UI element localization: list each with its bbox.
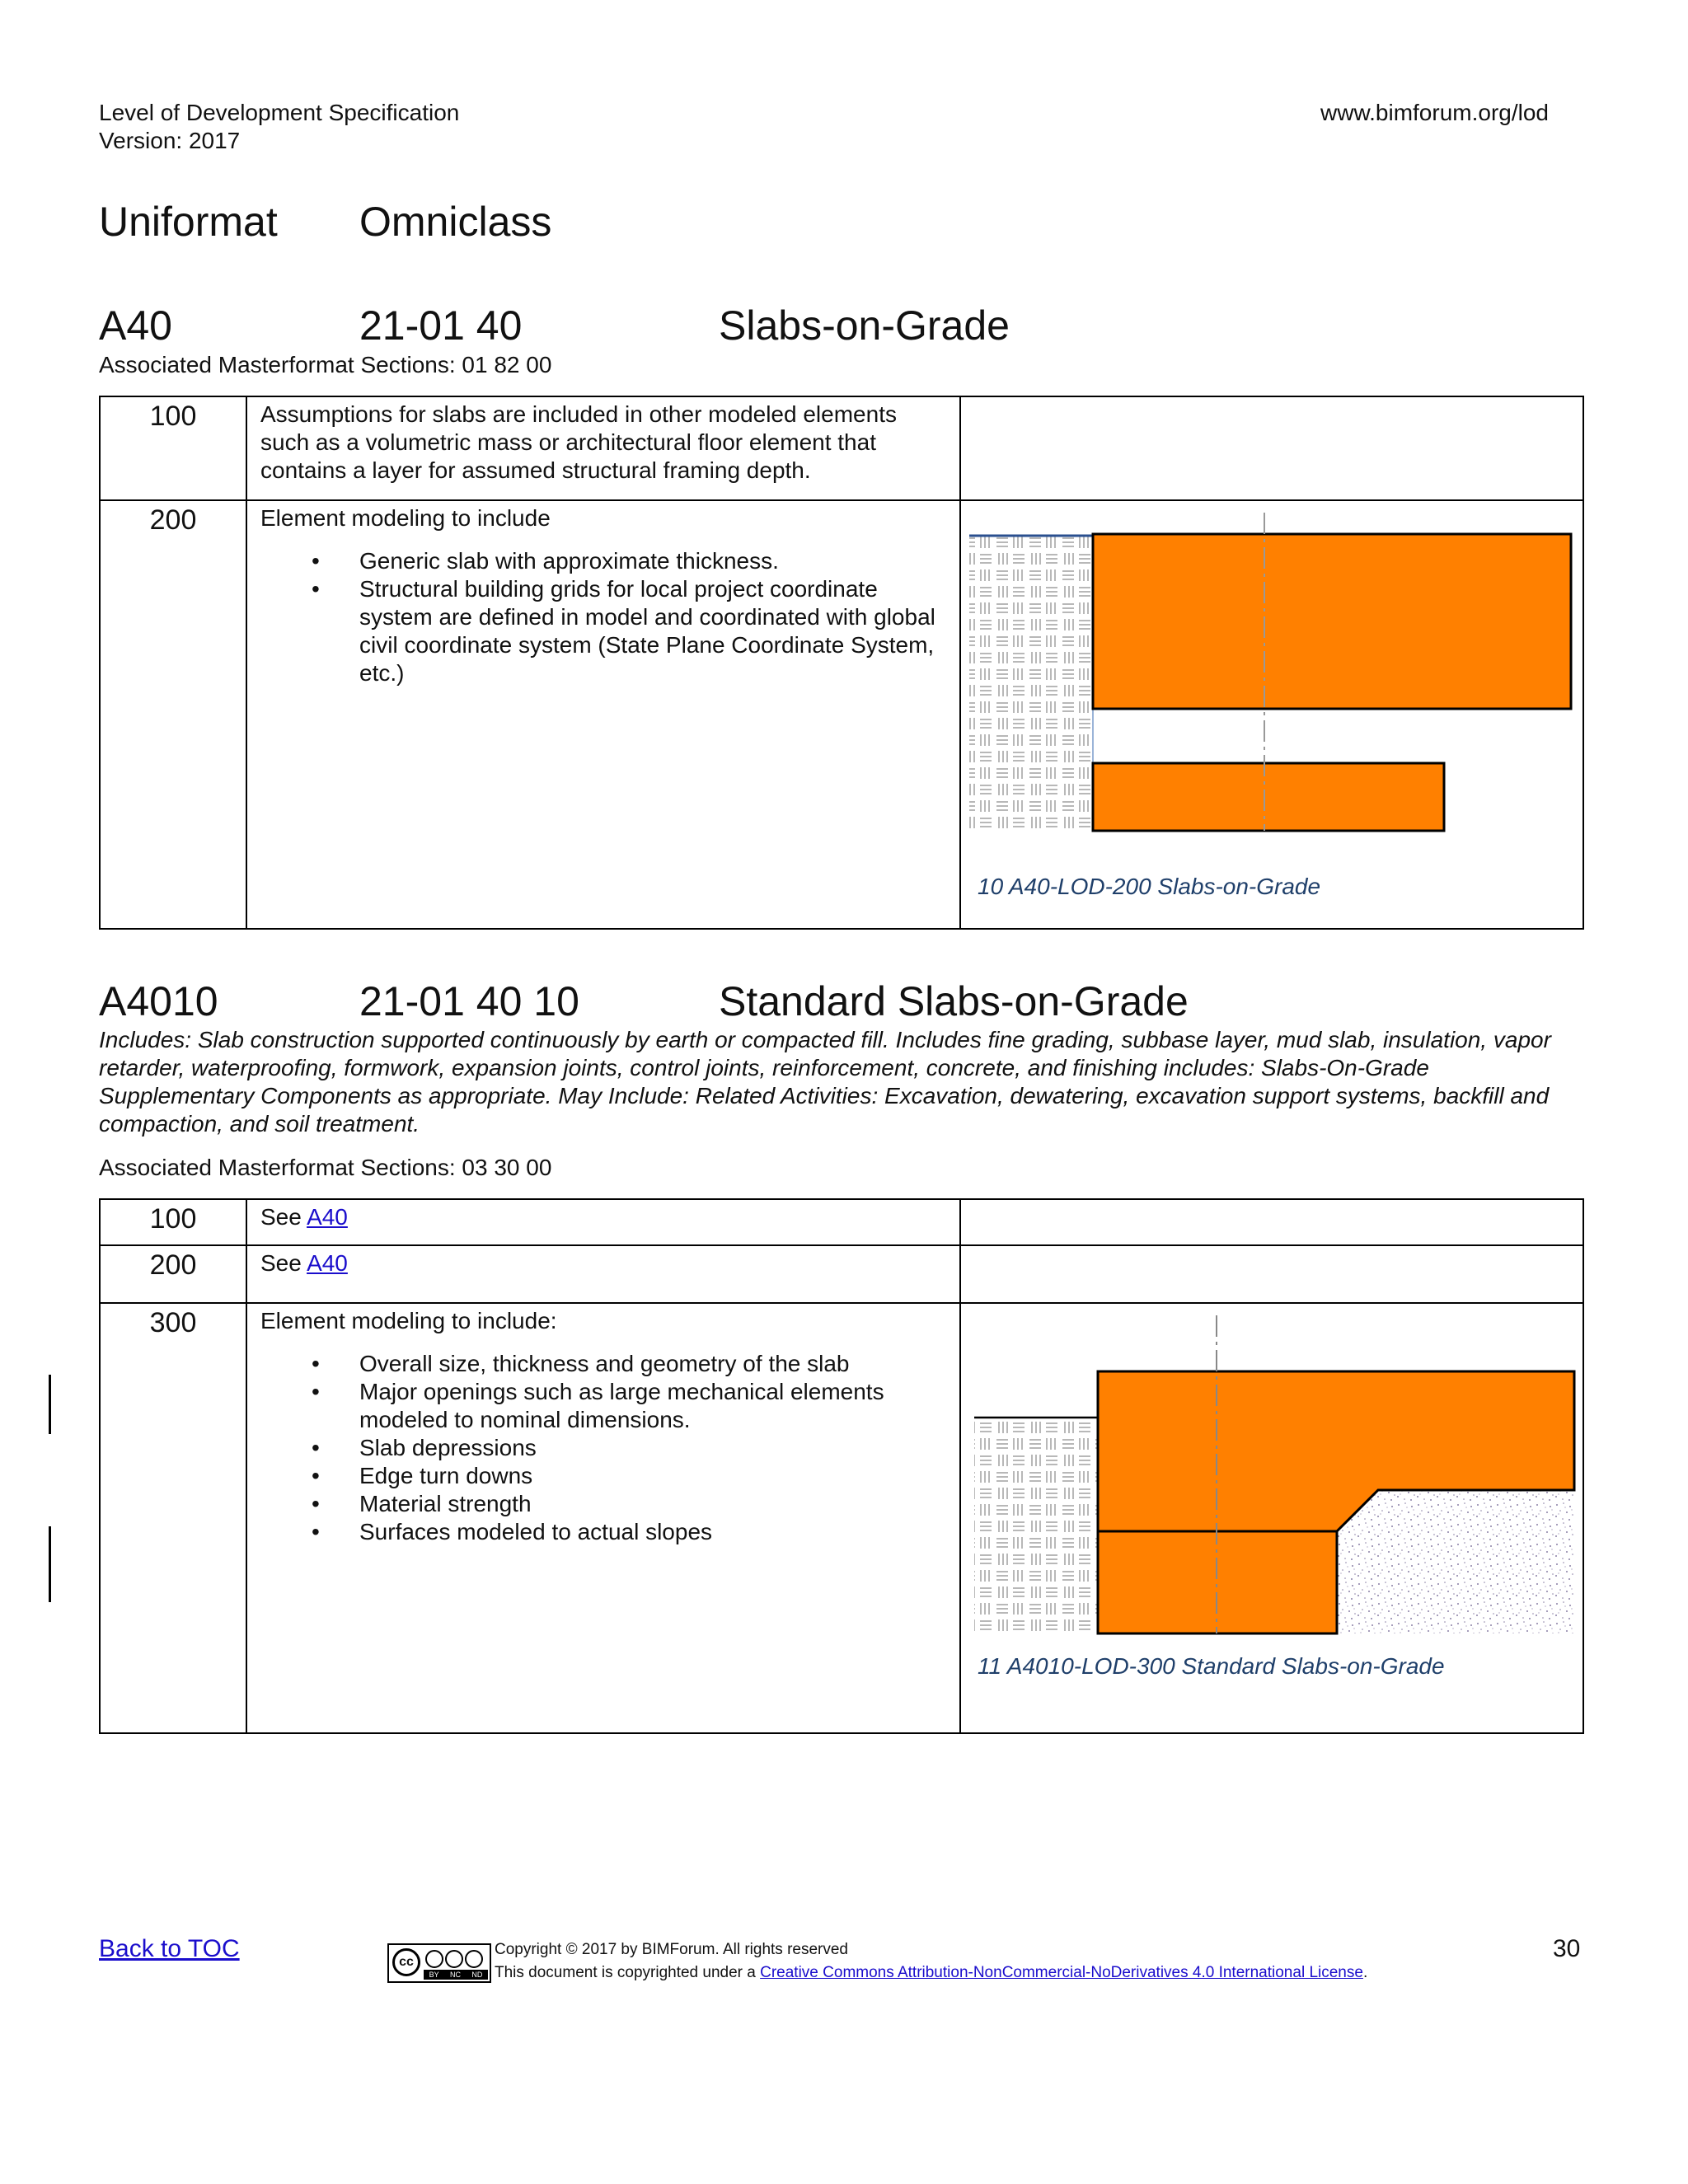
a40-link[interactable]: A40 <box>307 1204 348 1230</box>
list-item: • Surfaces modeled to actual slopes <box>359 1518 946 1546</box>
a40-lod200-illustration <box>961 501 1584 928</box>
site-url: www.bimforum.org/lod <box>1320 100 1549 125</box>
a40-row-200 <box>100 500 1583 929</box>
a4010-row-100 <box>100 1199 1583 1245</box>
list-item: • Generic slab with approximate thickness. <box>359 547 946 575</box>
copyright-text: Copyright © 2017 by BIMForum. All rights reserved <box>495 1941 849 1958</box>
lod-description <box>246 1245 960 1303</box>
omniclass-heading: Omniclass <box>359 199 552 245</box>
a4010-row-200 <box>100 1245 1583 1303</box>
lod-bullet-list <box>260 1350 946 1546</box>
by-icon <box>425 1950 443 1968</box>
lod-description: Assumptions for slabs are included in other modeled elements such as a volumetric mass or architectural floor element that contains a layer for assumed structural framing depth. <box>246 396 960 500</box>
slab-lower <box>1093 763 1444 831</box>
list-item: • Edge turn downs <box>359 1462 946 1490</box>
a40-title: Slabs-on-Grade <box>719 302 1010 349</box>
list-item: • Material strength <box>359 1490 946 1518</box>
figure-caption: 11 A4010-LOD-300 Standard Slabs-on-Grade <box>978 1653 1445 1679</box>
lod-level: 100 <box>100 1199 246 1245</box>
a40-row-100 <box>100 396 1583 500</box>
nd-icon <box>465 1950 483 1968</box>
lod-figure-cell <box>960 500 1583 929</box>
cc-license-badge <box>387 1943 491 1983</box>
back-to-toc-link[interactable]: Back to TOC <box>99 1935 240 1962</box>
lod-intro: Element modeling to include <box>260 505 551 531</box>
see-text: See <box>260 1250 307 1276</box>
a40-code: A40 <box>99 302 172 349</box>
list-item: • Overall size, thickness and geometry of the slab <box>359 1350 946 1378</box>
doc-title: Level of Development Specification <box>99 100 460 125</box>
list-item: • Slab depressions <box>359 1434 946 1462</box>
a4010-omniclass: 21-01 40 10 <box>359 978 579 1024</box>
subbase-gravel <box>1337 1490 1574 1633</box>
a4010-title: Standard Slabs-on-Grade <box>719 978 1189 1024</box>
license-suffix: . <box>1362 1964 1368 1981</box>
cc-label: BY <box>429 1971 439 1979</box>
a40-lod-table <box>99 396 1584 930</box>
doc-version: Version: 2017 <box>99 128 241 153</box>
lod-level: 200 <box>100 1245 246 1303</box>
lod-bullet-list <box>260 547 946 687</box>
nc-icon <box>445 1950 463 1968</box>
lod-intro: Element modeling to include: <box>260 1308 557 1333</box>
a4010-row-300 <box>100 1303 1583 1733</box>
lod-figure-cell <box>960 1245 1583 1303</box>
license-prefix: This document is copyrighted under a <box>495 1964 761 1981</box>
a40-link[interactable]: A40 <box>307 1250 348 1276</box>
soil-hatch <box>974 1418 1098 1633</box>
lod-description <box>246 1303 960 1733</box>
revision-bar <box>49 1375 51 1434</box>
lod-figure-cell <box>960 1303 1583 1733</box>
lod-description <box>246 1199 960 1245</box>
cc-icon: cc <box>392 1948 420 1976</box>
a4010-masterformat: Associated Masterformat Sections: 03 30 00 <box>99 1155 552 1180</box>
lod-level: 200 <box>100 500 246 929</box>
cc-label: ND <box>471 1971 483 1979</box>
page-number: 30 <box>1553 1935 1581 1962</box>
list-item: • Structural building grids for local project coordinate system are defined in model and coordinated with global civil coordinate system (State Plane Coordinate System, etc.) <box>359 575 946 687</box>
slab-upper <box>1093 534 1571 709</box>
license-line <box>495 1961 1367 1985</box>
see-text: See <box>260 1204 307 1230</box>
license-link[interactable]: Creative Commons Attribution-NonCommercial-NoDerivatives 4.0 International License <box>760 1964 1363 1981</box>
list-item: • Major openings such as large mechanical elements modeled to nominal dimensions. <box>359 1378 946 1434</box>
a4010-includes: Includes: Slab construction supported continuously by earth or compacted fill. Includes fine grading, subbase layer, mud slab, insulation, vapor retarder, waterproofing, formwork, expansion joints, control joints, reinforcement, concrete, and finishing includes: Slabs-On-Grade Supplementary Components as appropriate. May Include: Related Activities: Excavation, dewatering, excavation support systems, backfill and compaction, and soil treatment. <box>99 1027 1551 1137</box>
a40-omniclass: 21-01 40 <box>359 302 523 349</box>
uniformat-heading: Uniformat <box>99 199 278 245</box>
figure-caption: 10 A40-LOD-200 Slabs-on-Grade <box>978 874 1321 899</box>
a4010-code: A4010 <box>99 978 218 1024</box>
lod-figure-cell <box>960 1199 1583 1245</box>
lod-description <box>246 500 960 929</box>
lod-level: 100 <box>100 396 246 500</box>
soil-hatch <box>969 536 1093 831</box>
a40-masterformat: Associated Masterformat Sections: 01 82 00 <box>99 352 552 377</box>
cc-label-strip <box>424 1970 488 1980</box>
cc-label: NC <box>450 1971 461 1979</box>
revision-bar <box>49 1526 51 1602</box>
a4010-lod-table <box>99 1198 1584 1734</box>
lod-level: 300 <box>100 1303 246 1733</box>
lod-figure-cell <box>960 396 1583 500</box>
